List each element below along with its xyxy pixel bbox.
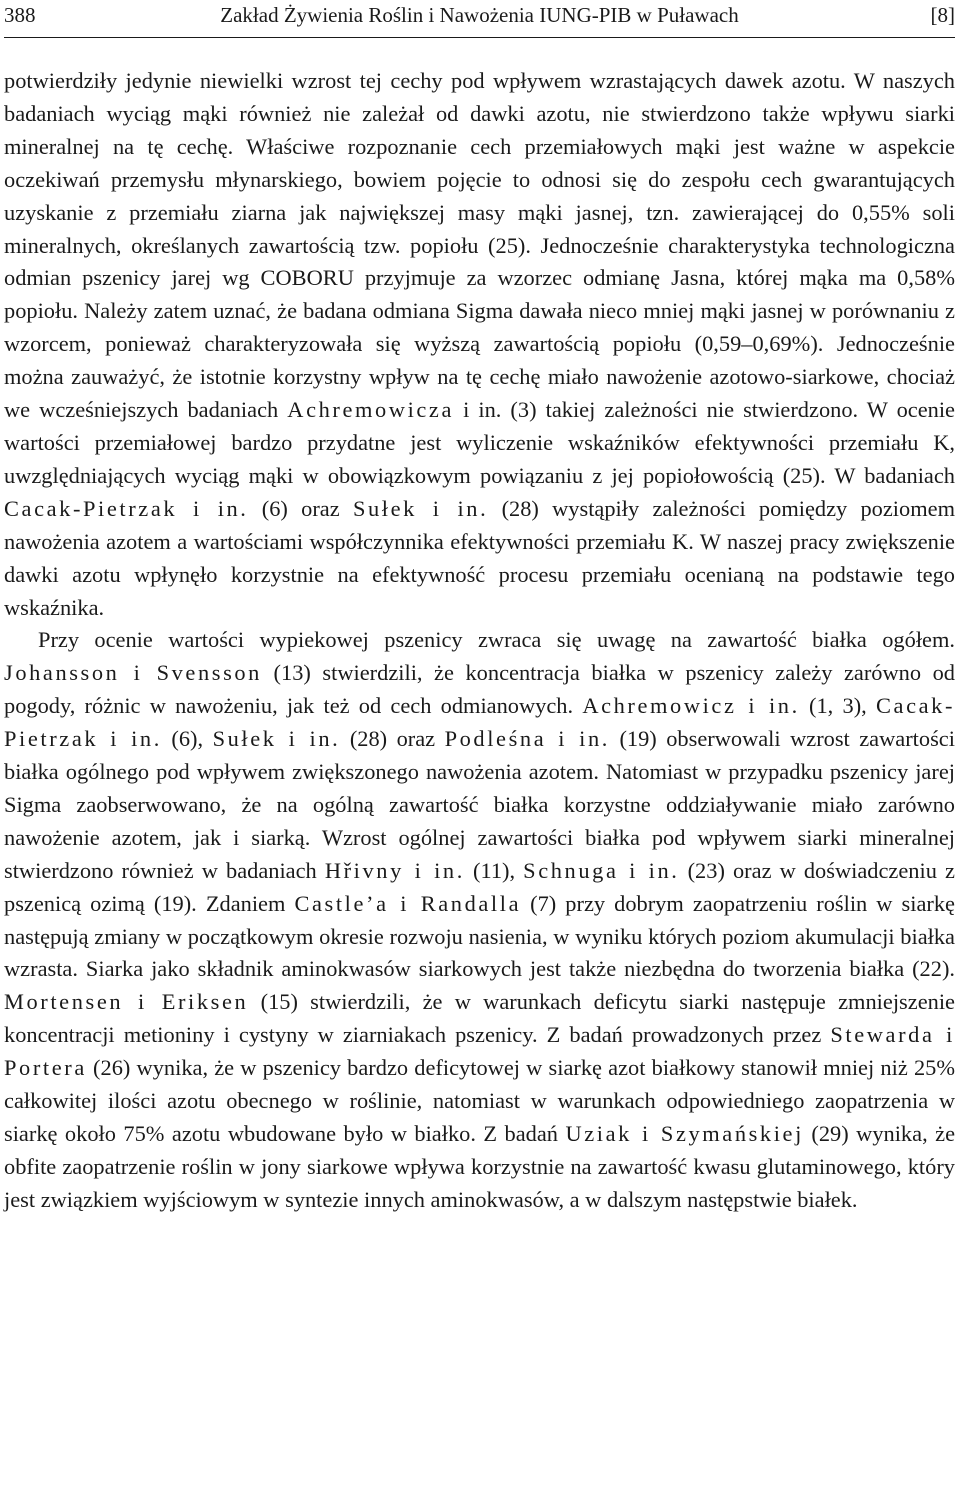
author-name: Mortensen i Eriksen [4,989,249,1015]
author-name: Uziak i Szymańskiej [565,1121,804,1146]
text-run: Przy ocenie wartości wypiekowej pszenicy zwraca się uwagę na zawartość białka ogółem. [38,627,955,653]
author-name: Cacak-Pietrzak i in. [4,693,955,752]
author-name: Johansson i Svensson [4,660,262,686]
text-run: (19) obserwowali wzrost zawartości białka ogólnego pod wpływem zwiększonego nawożenia azotem. Natomiast w przypadku pszenicy jarej Sigma zaobserwowano, że na ogólną zawartość białka korzystne oddziaływanie miało zarówno nawożenie azotem, jak i siarką. Wzrost ogólnej zawartości białka pod wpływem siarki mineralnej stwierdzono również w badaniach [4,726,955,883]
text-run: (1, 3), [809,693,867,719]
body-text [4,65,955,1217]
paragraph-1 [4,65,955,624]
author-name: Achremowicza [287,397,455,423]
author-name: Castle’a i Randalla [294,890,522,916]
author-name: Podleśna i in. [444,726,610,752]
paragraph-2 [4,624,955,1216]
text-run: (29) wynika, że obfite zaopatrzenie roślin w jony siarkowe wpływa korzystnie na zawartość kwasu glutaminowego, który jest związkiem wyjściowym w syntezie innych aminokwasów, a w dalszym następstwie białek. [4,1121,956,1212]
author-name: Stewarda i Portera [4,1022,955,1081]
text-run: (13) stwierdzili, że koncentracja białka w pszenicy zależy zarówno od pogody, różnic w nawożeniu, jak też od cech odmianowych. [4,660,956,719]
author-name: Cacak-Pietrzak i in. [4,495,249,521]
text-run: (11), [473,857,516,883]
author-name: Hřivny i in. [324,857,465,883]
text-run: (28) wystąpiły zależności pomiędzy poziomem nawożenia azotem a wartościami współczynnika efektywności przemiału K. W naszej pracy zwiększenie dawki azotu wpłynęło korzystnie na efektywność procesu przemiału ocenianą na podstawie tego wskaźnika. [4,495,955,620]
author-name: Sułek i in. [212,726,341,752]
text-run: (28) oraz [349,726,436,752]
text-run: potwierdziły jedynie niewielki wzrost tej cechy pod wpływem wzrastających dawek azotu. W naszych badaniach wyciąg mąki również nie zależał od dawki azotu, nie stwierdzono także wpływu siarki mineralnej na tę cechę. [4,68,955,159]
text-run: (26) wynika, że w pszenicy bardzo deficytowej w siarkę azot białkowy stanowił mniej niż 25% całkowitej ilości azotu obecnego w roślinie, natomiast w warunkach odpowiedniego zaopatrzenia w siarkę około 75% azotu wbudowane było w białko. Z badań [4,1055,955,1146]
header-ref-number: [8] [930,3,955,27]
author-name: Schnuga i in. [523,857,680,883]
text-run: (23) oraz w doświadczeniu z pszenicą ozimą (19). Zdaniem [4,857,955,916]
author-name: Sułek i in. [352,495,489,521]
text-run: (15) stwierdzili, że w warunkach deficytu siarki następuje zmniejszenie koncentracji metioniny i cystyny w ziarniakach pszenicy. Z badań prowadzonych przez [4,989,955,1048]
text-run: (6), [171,726,204,752]
running-header [4,0,955,38]
text-run: Właściwe rozpoznanie cech przemiałowych mąki jest ważne w aspekcie oczekiwań przemysłu młynarskiego, bowiem pojęcie to odnosi się do zespołu cech gwarantujących uzyskanie z przemiału ziarna jak największej masy mąki jasnej, tzn. zawierającej do 0,55% soli mineralnych, określanych zawartością tzw. popiołu (25). Jednocześnie charakterystyka technologiczna odmian pszenicy jarej wg COBORU przyjmuje za wzorzec odmianę Jasna, której mąka ma 0,58% popiołu. Należy zatem uznać, że badana odmiana Sigma dawała nieco mniej mąki jasnej w porównaniu z wzorcem, ponieważ charakteryzowała się wyższą zawartością popiołu (0,59–0,69%). Jednocześnie można zauważyć, że istotnie korzystny wpływ na tę cechę miało nawożenie azotowo-siarkowe, chociaż we wcześniejszych badaniach [4,133,955,423]
page-number: 388 [4,3,36,27]
text-run: (6) oraz [261,495,340,521]
header-institution: Zakład Żywienia Roślin i Nawożenia IUNG-PIB w Puławach [220,3,739,27]
text-run: i in. (3) takiej zależności nie stwierdzono. W ocenie wartości przemiałowej bardzo przydatne jest wyliczenie wskaźników efektywności przemiału K, uwzględniających wyciąg mąki w obowiązkowym powiązaniu z jej popiołowością (25). W badaniach [4,397,955,488]
author-name: Achremowicz i in. [582,693,800,719]
text-run: (7) przy dobrym zaopatrzeniu roślin w siarkę następują zmiany w początkowym okresie rozwoju nasienia, w wyniku których poziom akumulacji białka wzrasta. Siarka jako składnik aminokwasów siarkowych jest także niezbędna do tworzenia białka (22). [4,890,955,982]
